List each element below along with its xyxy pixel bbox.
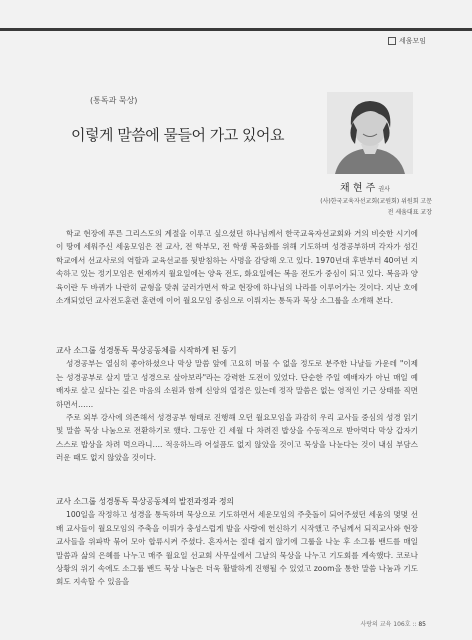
- author-affiliation-1: (사)한국교육자선교회(교원회) 위원회 고문: [320, 198, 432, 205]
- page-number: 85: [418, 621, 426, 628]
- intro-paragraph: 학교 현장에 푸른 그리스도의 계절을 이루고 싶으셨던 하나님께서 한국교육자선교회와 거의 비슷한 시기에 이 땅에 세워주신 세움모임은 전 교사, 전 학부모, 전 학생 복음화를 위해 기도하며 성경공부하며 각자가 섬긴 학교에서 선교사로의 역할과 교육선교를 뒷받침하는 사명을 감당해 오고 있다. 1970년대 후반부터 40여년 지속하고 있는 정기모임은 현재까지 월요일에는 양육 전도, 화요일에는 복음 전도가 중심이 되고 있다. 복음과 양육이란 두 바퀴가 나란히 균형을 맞춰 굴러가면서 학교 현장에 하나님의 나라를 이루어가는 것이다. 지난 호에 소개되었던 교사전도훈련 훈련에 이어 월요모임 중심으로 이뤄지는 통독과 묵상 소그룹을 소개해 본다.: [56, 229, 418, 306]
- section-tab: [388, 34, 426, 48]
- section2-heading: 교사 소그룹 성경통독 묵상공동체의 발전과정과 정의: [56, 497, 235, 506]
- author-affiliation-2: 전 세움대표 교장: [387, 209, 432, 216]
- top-rule: [0, 28, 472, 31]
- section1-paragraph-1: 성경공부는 열심히 좋아하셨으나 막상 말씀 앞에 고요히 머물 수 없을 정도로 분주한 나날들 가운데 "이제는 성경공부로 살지 말고 성경으로 살아보라"라는 강력한 도전이 있었다. 단순한 주일 예배자가 아닌 매일 예배자로 살고 싶다는 깊은 마음의 소원과 함께 신앙의 열정은 있는데 정작 말씀은 없는 영적인 기근 상태를 직면하면서……: [56, 359, 418, 409]
- section1-heading: 교사 소그룹 성경통독 묵상공동체를 시작하게 된 동기: [56, 346, 237, 355]
- article-title: 이렇게 말씀에 물들어 가고 있어요: [71, 126, 284, 144]
- author-role: 권사: [378, 186, 390, 193]
- square-icon: [388, 37, 396, 45]
- page-footer: [360, 619, 426, 628]
- section-label: 세움모임: [398, 37, 426, 45]
- intro-block: [56, 227, 418, 307]
- magazine-name: 사랑의 교육 106호: [360, 621, 411, 628]
- section2-block: [56, 495, 418, 589]
- footer-separator: ::: [410, 621, 419, 628]
- article-category: (통독과 묵상): [90, 96, 138, 105]
- author-name: 채 현 주 권사: [340, 183, 390, 194]
- section1-paragraph-2: 주로 외부 강사에 의존해서 성경공부 형태로 진행해 오던 월요모임을 과감히 우리 교사들 중심의 성경 읽기 및 말씀 묵상 나눔으로 전환하기로 했다. 그동안 긴 세월 다 차려진 밥상을 수동적으로 받아먹다 막상 갑자기 스스로 밥상을 차려 먹으라니…. 적응하느라 어설픔도 없지 않았을 것이고 묵상을 나눈다는 것이 내심 부담스러운 때도 없지 않았을 것이다.: [56, 413, 418, 463]
- author-photo: [327, 92, 413, 174]
- section2-paragraph-1: 100일을 작정하고 성경을 통독하며 묵상으로 기도하면서 세운모임의 주춧돌이 되어주셨던 세움의 몇몇 선배 교사들이 월요모임의 주축을 이뤄가 충성스럽게 발을 사랑에 헌신하기 시작했고 주님께서 되직교사와 현장교사들을 위파박 묶어 모아 합류시켜 주셨다. 혼자서는 절대 쉽지 않기에 그룹을 나눈 후 소그룹 밴드를 매일 말씀과 삶의 은혜를 나누고 매주 월요일 선교회 사무실에서 그날의 묵상을 나누고 기도회를 계속했다. 코로나 상황의 위기 속에도 소그룹 밴드 묵상 나눔은 더욱 활발하게 진행될 수 있었고 zoom을 통한 말씀 나눔과 기도회도 지속할 수 있음을: [56, 510, 418, 587]
- section1-block: [56, 344, 418, 465]
